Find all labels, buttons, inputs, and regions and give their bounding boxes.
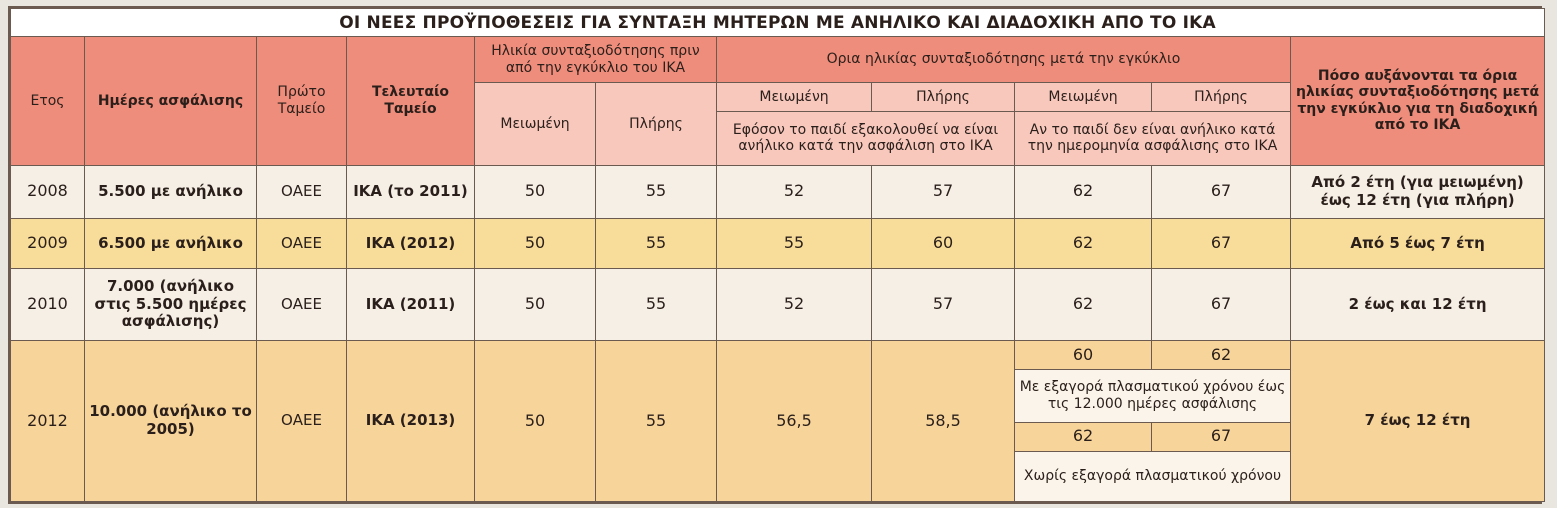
table-row: [11, 218, 1545, 268]
cell-notminor-full: 67: [1152, 269, 1291, 341]
cell-year: 2008: [11, 165, 85, 218]
cell-before-full: 55: [596, 165, 717, 218]
table-title: ΟΙ ΝΕΕΣ ΠΡΟΫΠΟΘΕΣΕΙΣ ΓΙΑ ΣΥΝΤΑΞΗ ΜΗΤΕΡΩΝ ΜΕ ΑΝΗΛΙΚΟ ΚΑΙ ΔΙΑΔΟΧΙΚΗ ΑΠΟ ΤΟ ΙΚΑ: [11, 9, 1545, 37]
cell-first-fund: ΟΑΕΕ: [257, 269, 347, 341]
header-after-group: Ορια ηλικίας συνταξιοδότησης μετά την εγκύκλιο: [717, 37, 1291, 83]
header-minor-full: Πλήρης: [872, 83, 1015, 112]
cell-year: 2012: [11, 341, 85, 502]
header-cond-not-minor: Αν το παιδί δεν είναι ανήλικο κατά την ημερομηνία ασφάλισης στο ΙΚΑ: [1015, 112, 1291, 165]
cell-notminor-reduced: 62: [1015, 269, 1152, 341]
cell-notminor-full: 67: [1152, 165, 1291, 218]
cell-last-fund: ΙΚΑ (2013): [347, 341, 475, 502]
header-minor-reduced: Μειωμένη: [717, 83, 872, 112]
table-row: [11, 341, 1545, 370]
cell-year: 2010: [11, 269, 85, 341]
cell-minor-full: 57: [872, 269, 1015, 341]
table-row: [11, 165, 1545, 218]
cell-increase: 7 έως 12 έτη: [1291, 341, 1545, 502]
cell-last-fund: ΙΚΑ (2011): [347, 269, 475, 341]
cell-last-fund: ΙΚΑ (2012): [347, 218, 475, 268]
cell-notminor-full: 67: [1152, 218, 1291, 268]
cell-year: 2009: [11, 218, 85, 268]
cell-minor-reduced: 56,5: [717, 341, 872, 502]
cell-notminor-reduced: 62: [1015, 165, 1152, 218]
cell-days: 10.000 (ανήλικο το 2005): [85, 341, 257, 502]
cell-buy-note: Με εξαγορά πλασματικού χρόνου έως τις 12.000 ημέρες ασφάλισης: [1015, 370, 1291, 422]
cell-before-full: 55: [596, 269, 717, 341]
pension-conditions-table: [10, 8, 1545, 502]
cell-buy-reduced: 60: [1015, 341, 1152, 370]
cell-before-full: 55: [596, 341, 717, 502]
cell-minor-full: 57: [872, 165, 1015, 218]
cell-nobuy-note: Χωρίς εξαγορά πλασματικού χρόνου: [1015, 451, 1291, 501]
header-last-fund: Τελευταίο Ταμείο: [347, 37, 475, 165]
header-year: Ετος: [11, 37, 85, 165]
cell-increase: Από 5 έως 7 έτη: [1291, 218, 1545, 268]
header-first-fund: Πρώτο Ταμείο: [257, 37, 347, 165]
cell-increase: Από 2 έτη (για μειωμένη) έως 12 έτη (για πλήρη): [1291, 165, 1545, 218]
header-increase: Πόσο αυξάνονται τα όρια ηλικίας συνταξιοδότησης μετά την εγκύκλιο για τη διαδοχική από το ΙΚΑ: [1291, 37, 1545, 165]
cell-increase: 2 έως και 12 έτη: [1291, 269, 1545, 341]
header-notminor-reduced: Μειωμένη: [1015, 83, 1152, 112]
cell-notminor-reduced: 62: [1015, 218, 1152, 268]
header-cond-minor: Εφόσον το παιδί εξακολουθεί να είναι ανήλικο κατά την ασφάλιση στο ΙΚΑ: [717, 112, 1015, 165]
pension-table-frame: [8, 6, 1542, 504]
header-notminor-full: Πλήρης: [1152, 83, 1291, 112]
cell-days: 7.000 (ανήλικο στις 5.500 ημέρες ασφάλισης): [85, 269, 257, 341]
cell-nobuy-full: 67: [1152, 422, 1291, 451]
header-before-group: Ηλικία συνταξιοδότησης πριν από την εγκύκλιο του ΙΚΑ: [475, 37, 717, 83]
table-row: [11, 269, 1545, 341]
cell-minor-reduced: 55: [717, 218, 872, 268]
cell-before-reduced: 50: [475, 218, 596, 268]
cell-minor-full: 60: [872, 218, 1015, 268]
header-before-full: Πλήρης: [596, 83, 717, 165]
cell-buy-full: 62: [1152, 341, 1291, 370]
header-before-reduced: Μειωμένη: [475, 83, 596, 165]
header-days: Ημέρες ασφάλισης: [85, 37, 257, 165]
cell-days: 5.500 με ανήλικο: [85, 165, 257, 218]
cell-minor-full: 58,5: [872, 341, 1015, 502]
cell-first-fund: ΟΑΕΕ: [257, 218, 347, 268]
cell-minor-reduced: 52: [717, 269, 872, 341]
cell-before-reduced: 50: [475, 165, 596, 218]
cell-before-reduced: 50: [475, 341, 596, 502]
cell-nobuy-reduced: 62: [1015, 422, 1152, 451]
cell-first-fund: ΟΑΕΕ: [257, 165, 347, 218]
cell-days: 6.500 με ανήλικο: [85, 218, 257, 268]
cell-first-fund: ΟΑΕΕ: [257, 341, 347, 502]
cell-before-full: 55: [596, 218, 717, 268]
cell-before-reduced: 50: [475, 269, 596, 341]
cell-minor-reduced: 52: [717, 165, 872, 218]
cell-last-fund: ΙΚΑ (το 2011): [347, 165, 475, 218]
